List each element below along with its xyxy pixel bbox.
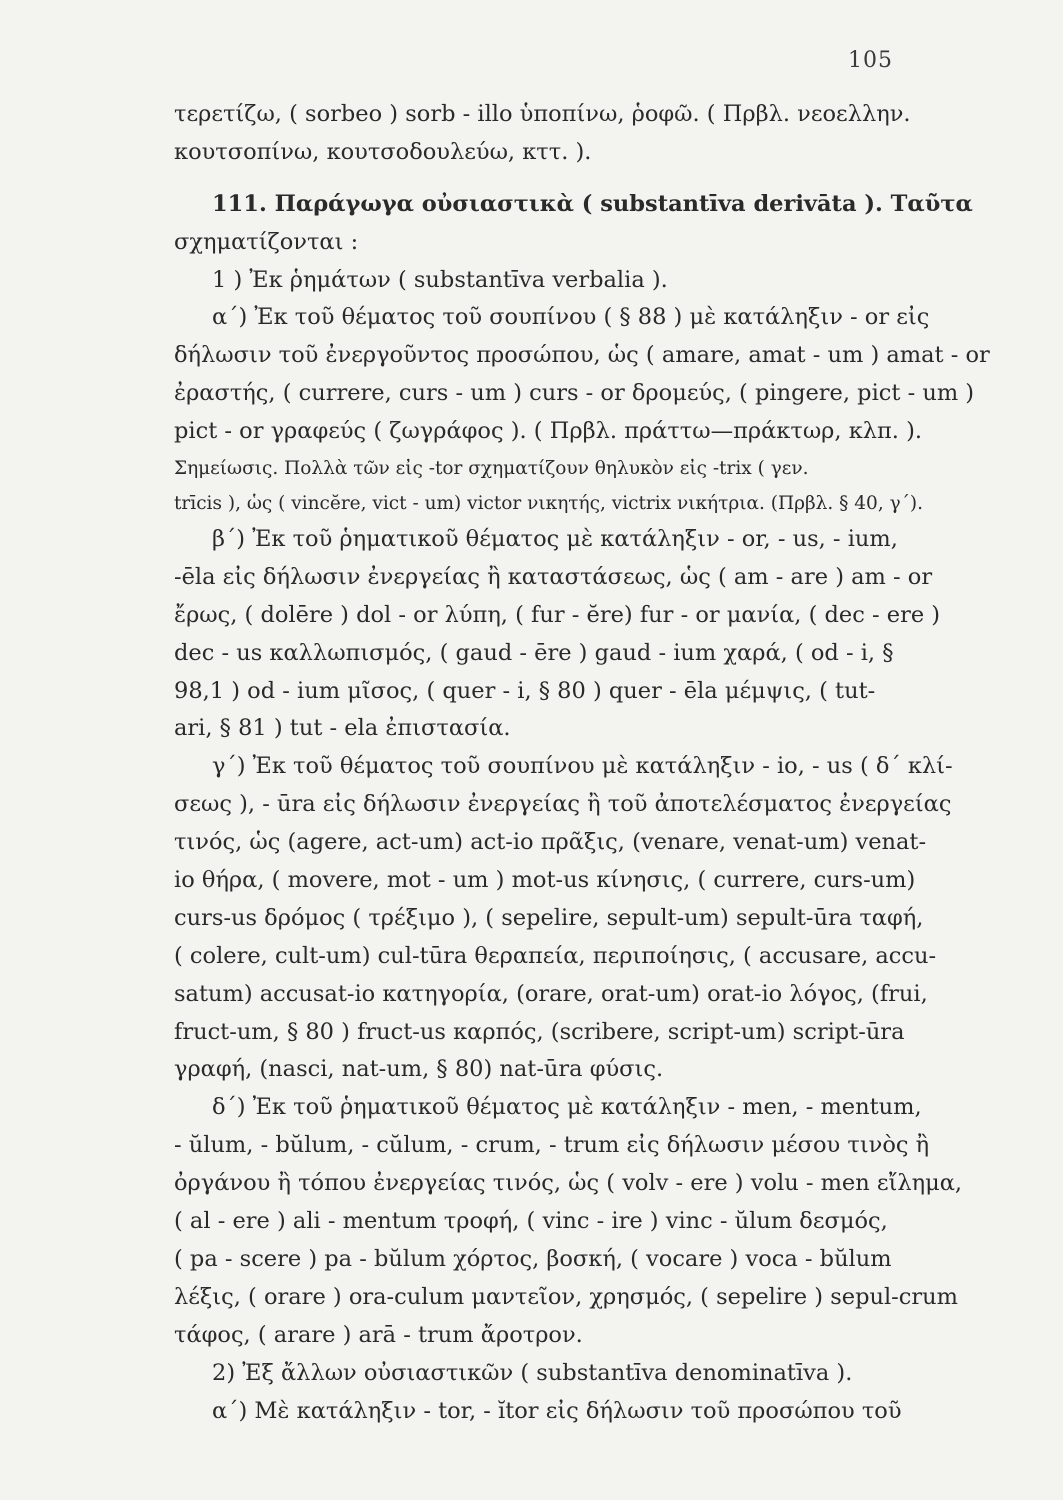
note-line: trīcis ), ὡς ( vincĕre, vict - um) victor νικητής, victrix νικήτρια. (Πρβλ. § 40, γ΄).: [174, 493, 923, 515]
text-line: τάφος, ( arare ) arā - trum ἄροτρον.: [174, 1321, 583, 1348]
subsection-heading: 1 ) Ἐκ ῥημάτων ( substantīva verbalia ).: [212, 266, 668, 293]
text-line: fruct-um, § 80 ) fruct-us καρπός, (scribere, script-um) script-ūra: [174, 1018, 905, 1045]
text-line: ( al - ere ) ali - mentum τροφή, ( vinc - ire ) vinc - ŭlum δεσμός,: [174, 1208, 888, 1235]
text-line: 98,1 ) od - ium μῖσος, ( quer - i, § 80 ) quer - ēla μέμψις, ( tut-: [174, 677, 876, 704]
note-line: Σημείωσις. Πολλὰ τῶν εἰς -tor σχηματίζουν θηλυκὸν εἰς -trix ( γεν.: [174, 458, 809, 480]
text-line: γ΄) Ἐκ τοῦ θέματος τοῦ σουπίνου μὲ κατάληξιν - io, - us ( δ΄ κλί-: [212, 753, 953, 780]
text-line: ἔρως, ( dolēre ) dol - or λύπη, ( fur - ĕre) fur - or μανία, ( dec - ere ): [174, 601, 941, 628]
text-line: λέξις, ( orare ) ora-culum μαντεῖον, χρησμός, ( sepelire ) sepul-crum: [174, 1283, 958, 1310]
text-line: ἐραστής, ( currere, curs - um ) curs - or δρομεύς, ( pingere, pict - um ): [174, 380, 975, 407]
text-line: io θήρα, ( movere, mot - um ) mot-us κίνησις, ( currere, curs-um): [174, 867, 916, 894]
text-line: κουτσοπίνω, κουτσοδουλεύω, κττ. ).: [174, 138, 592, 165]
text-line: curs-us δρόμος ( τρέξιμο ), ( sepelire, sepult-um) sepult-ūra ταφή,: [174, 904, 924, 931]
section-heading: 111. Παράγωγα οὐσιαστικὰ ( substantīva derivāta ). Ταῦτα: [212, 190, 973, 217]
text-line: σεως ), - ūra εἰς δήλωσιν ἐνεργείας ἢ τοῦ ἀποτελέσματος ἐνεργείας: [174, 791, 952, 818]
text-line: α΄) Μὲ κατάληξιν - tor, - ĭtor εἰς δήλωσιν τοῦ προσώπου τοῦ: [212, 1397, 902, 1424]
text-line: ari, § 81 ) tut - ela ἐπιστασία.: [174, 715, 511, 742]
text-line: α΄) Ἐκ τοῦ θέματος τοῦ σουπίνου ( § 88 ) μὲ κατάληξιν - or εἰς: [212, 304, 930, 331]
text-line: dec - us καλλωπισμός, ( gaud - ēre ) gaud - ium χαρά, ( od - i, §: [174, 639, 894, 666]
page-number: 105: [848, 48, 893, 73]
text-line: ( pa - scere ) pa - bŭlum χόρτος, βοσκή, ( vocare ) voca - bŭlum: [174, 1245, 892, 1272]
subsection-heading: 2) Ἐξ ἄλλων οὐσιαστικῶν ( substantīva denominatīva ).: [212, 1359, 853, 1386]
text-line: -ēla εἰς δήλωσιν ἐνεργείας ἢ καταστάσεως, ὡς ( am - are ) am - or: [174, 563, 933, 590]
text-line: δ΄) Ἐκ τοῦ ῥηματικοῦ θέματος μὲ κατάληξιν - men, - mentum,: [212, 1094, 922, 1121]
text-line: ( colere, cult-um) cul-tūra θεραπεία, περιποίησις, ( accusare, accu-: [174, 942, 937, 969]
text-line: - ŭlum, - bŭlum, - cŭlum, - crum, - trum εἰς δήλωσιν μέσου τινὸς ἢ: [174, 1132, 930, 1159]
text-line: τερετίζω, ( sorbeo ) sorb - illo ὑποπίνω, ῥοφῶ. ( Πρβλ. νεοελλην.: [174, 101, 911, 127]
text-line: β΄) Ἐκ τοῦ ῥηματικοῦ θέματος μὲ κατάληξιν - or, - us, - ium,: [212, 526, 898, 553]
text-line: γραφή, (nasci, nat-um, § 80) nat-ūra φύσις.: [174, 1056, 664, 1083]
paragraph-gap: [174, 172, 904, 186]
text-line: δήλωσιν τοῦ ἐνεργοῦντος προσώπου, ὡς ( amare, amat - um ) amat - or: [174, 342, 990, 369]
text-line: satum) accusat-io κατηγορία, (orare, orat-um) orat-io λόγος, (frui,: [174, 980, 928, 1007]
text-line: σχηματίζονται :: [174, 228, 359, 255]
page-text: [174, 96, 990, 1430]
text-line: τινός, ὡς (agere, act-um) act-io πρᾶξις, (venare, venat-um) venat-: [174, 829, 927, 856]
text-line: pict - or γραφεύς ( ζωγράφος ). ( Πρβλ. πράττω—πράκτωρ, κλπ. ).: [174, 418, 923, 445]
text-line: ὀργάνου ἢ τόπου ἐνεργείας τινός, ὡς ( volv - ere ) volu - men εἴλημα,: [174, 1170, 963, 1197]
